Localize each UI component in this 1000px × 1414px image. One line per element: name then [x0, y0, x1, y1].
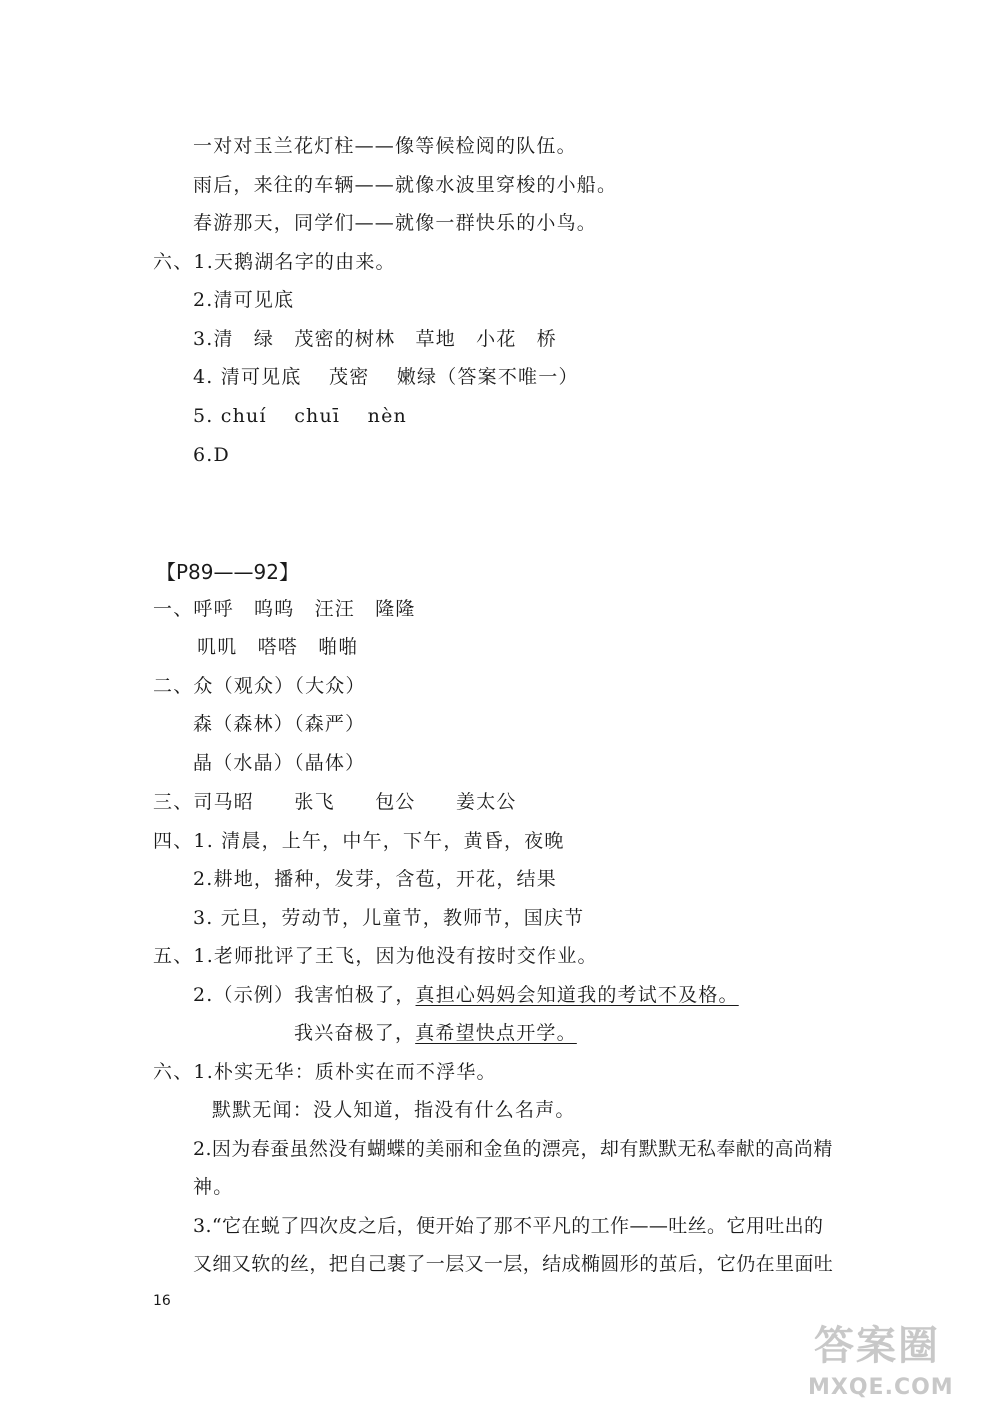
- text-line: 3. 元旦，劳动节，儿童节，教师节，国庆节: [193, 907, 585, 929]
- text-line: 二、众（观众）（大众）: [153, 675, 366, 697]
- text-line: 五、1.老师批评了王飞，因为他没有按时交作业。: [153, 945, 598, 967]
- text-line: 2.因为春蚕虽然没有蝴蝶的美丽和金鱼的漂亮，却有默默无私奉献的高尚精: [193, 1138, 833, 1160]
- text-line: 雨后，来往的车辆——就像水波里穿梭的小船。: [193, 174, 618, 196]
- text-line: 3.清 绿 茂密的树林 草地 小花 桥: [193, 328, 557, 350]
- watermark-url: MXQE.COM: [808, 1375, 954, 1400]
- text-line: 六、1.天鹅湖名字的由来。: [153, 251, 396, 273]
- text-line: 又细又软的丝，把自己裹了一层又一层，结成椭圆形的茧后，它仍在里面吐: [193, 1253, 834, 1275]
- underlined-answer: 真希望快点开学。: [415, 1022, 577, 1044]
- text-line: 晶（水晶）（晶体）: [193, 752, 366, 774]
- watermark-logo: [808, 1322, 992, 1406]
- text-line: 神。: [193, 1176, 234, 1198]
- text-line: 六、1.朴实无华：质朴实在而不浮华。: [153, 1061, 497, 1083]
- text-line: 春游那天，同学们——就像一群快乐的小鸟。: [193, 212, 598, 234]
- text-line: 5. chuí chuī nèn: [193, 405, 407, 427]
- page-number: 16: [153, 1293, 171, 1309]
- example-line: [294, 1021, 577, 1045]
- text-line: 2.耕地，播种，发芽，含苞，开花，结果: [193, 868, 557, 890]
- text-line: 一、呼呼 呜呜 汪汪 隆隆: [153, 598, 416, 620]
- section-header: 【P89——92】: [156, 560, 299, 584]
- text-line: 默默无闻：没人知道，指没有什么名声。: [212, 1099, 576, 1121]
- text-line: 四、1. 清晨，上午，中午，下午，黄昏，夜晚: [153, 830, 565, 852]
- example-prefix: 我兴奋极了，: [294, 1022, 416, 1044]
- example-line: [193, 983, 739, 1007]
- underlined-answer: 真担心妈妈会知道我的考试不及格。: [415, 984, 739, 1006]
- text-line: 三、司马昭 张飞 包公 姜太公: [153, 791, 517, 813]
- text-line: 3.“它在蜕了四次皮之后，便开始了那不平凡的工作——吐丝。它用吐出的: [193, 1215, 824, 1237]
- example-prefix: 2.（示例）我害怕极了，: [193, 984, 416, 1006]
- text-line: 一对对玉兰花灯柱——像等候检阅的队伍。: [193, 135, 577, 157]
- text-line: 4. 清可见底 茂密 嫩绿（答案不唯一）: [193, 366, 579, 388]
- text-line: 6.D: [193, 444, 230, 466]
- text-line: 2.清可见底: [193, 289, 295, 311]
- watermark-top: 答案圈: [814, 1323, 940, 1369]
- text-line: 森（森林）（森严）: [193, 713, 366, 735]
- text-line: 叽叽 嗒嗒 啪啪: [197, 636, 359, 658]
